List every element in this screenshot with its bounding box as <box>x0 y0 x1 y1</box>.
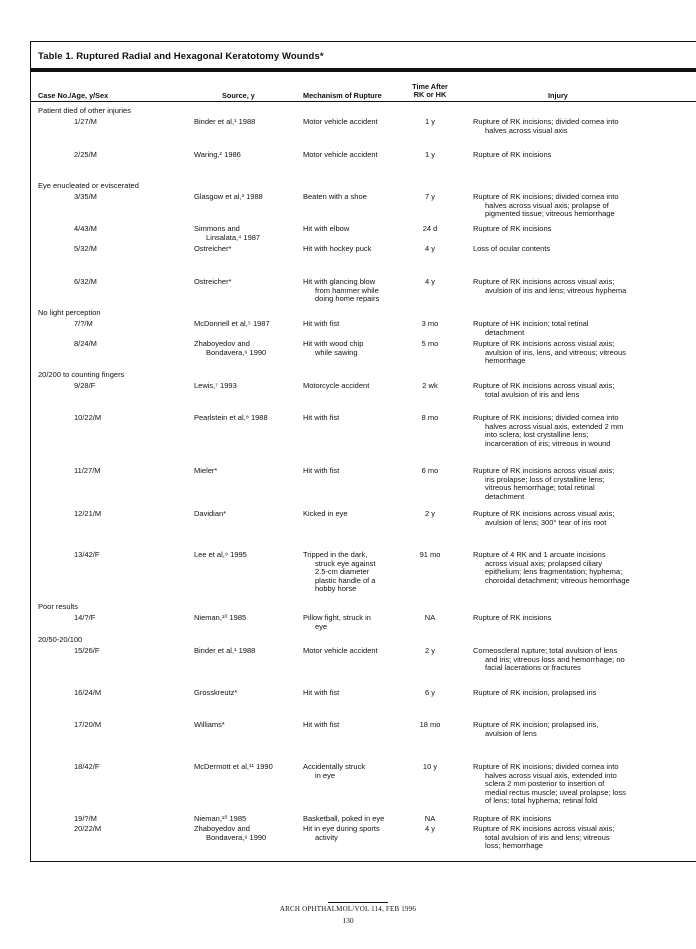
injury-cell <box>473 721 598 738</box>
mechanism-line: activity <box>315 832 338 842</box>
injury-line: Rupture of RK incisions; divided cornea into <box>473 413 619 422</box>
injury-line: avulsion of iris, lens, and vitreous; vitreous <box>485 347 626 357</box>
source-line: Ostreicher* <box>194 244 232 253</box>
mechanism-line: Motor vehicle accident <box>303 150 378 159</box>
injury-line: loss; hemorrhage <box>485 841 543 851</box>
source-cell <box>194 320 270 329</box>
time-cell: 10 y <box>422 762 438 771</box>
case-cell: 9/28/F <box>74 381 96 390</box>
title-rule <box>30 68 696 72</box>
injury-line: Rupture of RK incisions across visual axis; <box>473 509 615 518</box>
case-cell: 11/27/M <box>74 466 101 475</box>
case-cell: 8/24/M <box>74 339 97 348</box>
source-cell <box>194 382 237 391</box>
column-header-injury: Injury <box>548 91 568 100</box>
source-cell <box>194 825 266 842</box>
column-header-time <box>405 83 455 100</box>
injury-cell <box>473 340 626 366</box>
table-bottom-rule <box>30 861 696 862</box>
injury-line: Rupture of RK incisions <box>473 613 552 622</box>
source-cell <box>194 245 232 254</box>
injury-line: into sclera; lost crystalline lens; <box>485 430 589 440</box>
source-cell <box>194 721 225 730</box>
mechanism-line: Accidentally struck <box>303 762 366 771</box>
injury-line: epithelium; lens fragmentation; hyphema; <box>485 567 623 577</box>
injury-cell <box>473 245 550 254</box>
mechanism-cell <box>303 225 349 234</box>
time-cell: 3 mo <box>421 319 439 328</box>
injury-line: Rupture of RK incisions <box>473 150 552 159</box>
mechanism-line: struck eye against <box>315 558 376 568</box>
injury-cell <box>473 510 614 527</box>
source-line: Davidian* <box>194 509 227 518</box>
mechanism-line: Basketball, poked in eye <box>303 814 385 823</box>
group-label-died: Patient died of other injuries <box>38 106 131 115</box>
case-cell: 18/42/F <box>74 762 100 771</box>
injury-line: halves across visual axis <box>485 125 568 135</box>
mechanism-cell <box>303 689 339 698</box>
time-cell: 2 y <box>424 509 435 518</box>
injury-line: Rupture of RK incision, prolapsed iris <box>473 688 597 697</box>
group-label-poor: Poor results <box>38 602 79 611</box>
injury-cell <box>473 614 551 623</box>
case-cell: 20/22/M <box>74 824 102 833</box>
injury-line: medial rectus muscle; uveal prolapse; loss <box>485 787 626 797</box>
mechanism-cell <box>303 647 378 656</box>
injury-line: total avulsion of iris and lens; vitreous <box>485 832 610 842</box>
mechanism-line: Hit in eye during sports <box>303 824 380 833</box>
time-cell: 6 y <box>424 688 435 697</box>
injury-line: Rupture of RK incision; prolapsed iris, <box>473 720 599 729</box>
source-line: Bondavera,⁶ 1990 <box>206 832 267 842</box>
case-cell: 13/42/F <box>74 550 100 559</box>
injury-cell <box>473 689 596 698</box>
time-cell: 7 y <box>424 192 435 201</box>
mechanism-cell <box>303 467 339 476</box>
time-cell: 2 y <box>424 646 435 655</box>
time-cell: 6 mo <box>421 466 439 475</box>
injury-line: of lens; total hyphema; retinal fold <box>485 796 598 806</box>
time-cell: 5 mo <box>421 339 439 348</box>
source-cell <box>194 510 226 519</box>
source-cell <box>194 763 273 772</box>
time-cell: 1 y <box>424 150 435 159</box>
injury-cell <box>473 763 626 806</box>
injury-line: halves across visual axis, extended 2 mm <box>485 421 624 431</box>
injury-line: Rupture of RK incisions; divided cornea into <box>473 192 619 201</box>
time-cell: 91 mo <box>419 550 441 559</box>
group-label-20-50: 20/50-20/100 <box>38 635 83 644</box>
source-line: Zhaboyedov and <box>194 339 250 348</box>
mechanism-line: doing home repairs <box>315 294 380 304</box>
injury-line: Rupture of RK incisions across visual axis; <box>473 381 615 390</box>
source-line: Binder et al,¹ 1988 <box>194 117 256 126</box>
source-cell <box>194 647 255 656</box>
source-line: Lee et al,⁹ 1995 <box>194 550 247 559</box>
source-line: Zhaboyedov and <box>194 824 250 833</box>
injury-cell <box>473 151 551 160</box>
mechanism-line: Hit with fist <box>303 688 340 697</box>
injury-cell <box>473 278 626 295</box>
injury-line: sclera 2 mm posterior to insertion of <box>485 779 605 789</box>
injury-line: iris prolapse; loss of crystalline lens; <box>485 474 605 484</box>
source-line: Pearlstein et al,⁸ 1988 <box>194 413 268 422</box>
source-cell <box>194 278 232 287</box>
mechanism-cell <box>303 278 379 304</box>
mechanism-line: plastic handle of a <box>315 575 376 585</box>
injury-line: choroidal detachment; vitreous hemorrhage <box>485 575 630 585</box>
mechanism-line: Hit with fist <box>303 413 340 422</box>
injury-line: halves across visual axis, extended into <box>485 770 617 780</box>
injury-line: Loss of ocular contents <box>473 244 551 253</box>
case-cell: 15/26/F <box>74 646 100 655</box>
source-line: Binder et al,¹ 1988 <box>194 646 256 655</box>
injury-line: incarceration of iris; vitreous in wound <box>485 438 611 448</box>
injury-line: and iris; vitreous loss and hemorrhage; no <box>485 654 625 664</box>
source-line: Glasgow et al,³ 1988 <box>194 192 263 201</box>
injury-line: Rupture of RK incisions <box>473 814 552 823</box>
group-label-20-200: 20/200 to counting fingers <box>38 370 125 379</box>
injury-line: total avulsion of iris and lens <box>485 389 580 399</box>
injury-line: avulsion of lens <box>485 728 537 738</box>
injury-cell <box>473 118 619 135</box>
mechanism-line: eye <box>315 621 328 631</box>
injury-cell <box>473 815 551 824</box>
source-line: McDonnell et al,⁵ 1987 <box>194 319 270 328</box>
source-cell <box>194 193 263 202</box>
column-header-case: Case No./Age, y/Sex <box>38 91 109 100</box>
mechanism-line: Beaten with a shoe <box>303 192 367 201</box>
time-cell: NA <box>424 613 436 622</box>
source-cell <box>194 551 247 560</box>
source-line: Nieman,¹⁰ 1985 <box>194 814 247 823</box>
mechanism-line: hobby horse <box>315 584 357 594</box>
time-cell: 4 y <box>424 244 435 253</box>
source-cell <box>194 614 246 623</box>
mechanism-line: Motor vehicle accident <box>303 646 378 655</box>
case-cell: 16/24/M <box>74 688 102 697</box>
group-label-enucleated: Eye enucleated or eviscerated <box>38 181 139 190</box>
injury-line: Rupture of RK incisions across visual axis; <box>473 824 615 833</box>
mechanism-line: Motor vehicle accident <box>303 117 378 126</box>
time-cell: 2 wk <box>422 381 438 390</box>
injury-line: detachment <box>485 491 525 501</box>
injury-cell <box>473 647 625 673</box>
injury-line: vitreous hemorrhage; total retinal <box>485 483 595 493</box>
mechanism-line: Hit with fist <box>303 319 340 328</box>
mechanism-cell <box>303 815 384 824</box>
source-line: Grosskreutz* <box>194 688 238 697</box>
source-line: Linsalata,⁴ 1987 <box>206 232 261 242</box>
table-top-rule <box>30 41 696 42</box>
table-title: Table 1. Ruptured Radial and Hexagonal Keratotomy Wounds* <box>38 51 324 62</box>
source-line: Ostreicher* <box>194 277 232 286</box>
source-line: Waring,² 1986 <box>194 150 241 159</box>
source-line: Simmons and <box>194 224 240 233</box>
time-cell: 18 mo <box>419 720 441 729</box>
table-left-rule <box>30 41 31 862</box>
time-cell: 4 y <box>424 824 435 833</box>
injury-cell <box>473 193 619 219</box>
injury-line: Rupture of HK incision; total retinal <box>473 319 589 328</box>
injury-line: Rupture of RK incisions across visual axis; <box>473 277 615 286</box>
injury-line: facial lacerations or fractures <box>485 663 581 673</box>
mechanism-line: in eye <box>315 770 336 780</box>
mechanism-cell <box>303 245 371 254</box>
injury-line: Rupture of 4 RK and 1 arcuate incisions <box>473 550 606 559</box>
mechanism-cell <box>303 151 378 160</box>
mechanism-cell <box>303 340 363 357</box>
mechanism-line: Hit with wood chip <box>303 339 364 348</box>
mechanism-cell <box>303 825 380 842</box>
time-cell: NA <box>424 814 436 823</box>
source-line: Nieman,¹⁰ 1985 <box>194 613 247 622</box>
case-cell: 7/?/M <box>74 319 93 328</box>
mechanism-line: Hit with hockey puck <box>303 244 372 253</box>
injury-line: Rupture of RK incisions <box>473 224 552 233</box>
mechanism-line: Motorcycle accident <box>303 381 370 390</box>
case-cell: 2/25/M <box>74 150 97 159</box>
column-header-time-line2: RK or HK <box>413 90 447 100</box>
injury-line: Rupture of RK incisions across visual axis; <box>473 339 615 348</box>
mechanism-cell <box>303 614 371 631</box>
mechanism-cell <box>303 193 367 202</box>
mechanism-line: while sawing <box>315 347 358 357</box>
injury-cell <box>473 225 551 234</box>
footer-journal-citation: ARCH OPHTHALMOL/VOL 114, FEB 1996 <box>279 905 417 913</box>
mechanism-line: Tripped in the dark, <box>303 550 368 559</box>
injury-cell <box>473 825 614 851</box>
mechanism-line: Pillow fight, struck in <box>303 613 371 622</box>
mechanism-cell <box>303 382 369 391</box>
source-cell <box>194 414 268 423</box>
source-cell <box>194 118 255 127</box>
injury-line: Rupture of RK incisions; divided cornea into <box>473 762 619 771</box>
source-cell <box>194 689 237 698</box>
case-cell: 17/20/M <box>74 720 102 729</box>
mechanism-cell <box>303 763 365 780</box>
mechanism-line: from hammer while <box>315 285 379 295</box>
column-header-time-line1: Time After <box>412 82 448 91</box>
mechanism-cell <box>303 414 339 423</box>
column-header-mechanism: Mechanism of Rupture <box>303 91 382 100</box>
injury-line: halves across visual axis; prolapse of <box>485 200 609 210</box>
source-line: Lewis,⁷ 1993 <box>194 381 237 390</box>
injury-line: Corneoscleral rupture; total avulsion of lens <box>473 646 618 655</box>
injury-line: pigmented tissue; vitreous hemorrhage <box>485 209 615 219</box>
column-header-source: Source, y <box>222 91 255 100</box>
case-cell: 19/?/M <box>74 814 97 823</box>
mechanism-cell <box>303 721 339 730</box>
page-number: 130 <box>342 916 354 925</box>
time-cell: 24 d <box>422 224 438 233</box>
mechanism-line: Hit with fist <box>303 720 340 729</box>
injury-line: detachment <box>485 327 525 337</box>
footer-rule <box>328 902 388 903</box>
case-cell: 5/32/M <box>74 244 97 253</box>
source-cell <box>194 225 260 242</box>
source-cell <box>194 151 241 160</box>
source-cell <box>194 340 266 357</box>
case-cell: 10/22/M <box>74 413 102 422</box>
source-cell <box>194 467 217 476</box>
case-cell: 3/35/M <box>74 192 97 201</box>
case-cell: 6/32/M <box>74 277 97 286</box>
case-cell: 14/?/F <box>74 613 96 622</box>
mechanism-line: 2.5-cm diameter <box>315 567 370 577</box>
mechanism-cell <box>303 320 339 329</box>
header-rule <box>30 101 696 102</box>
mechanism-cell <box>303 551 375 594</box>
source-line: Mieler* <box>194 466 218 475</box>
injury-cell <box>473 414 623 448</box>
injury-line: hemorrhage <box>485 356 526 366</box>
case-cell: 12/21/M <box>74 509 102 518</box>
injury-line: Rupture of RK incisions across visual axis; <box>473 466 615 475</box>
source-line: McDermott et al,¹¹ 1990 <box>194 762 273 771</box>
mechanism-line: Hit with elbow <box>303 224 350 233</box>
injury-cell <box>473 382 614 399</box>
time-cell: 4 y <box>424 277 435 286</box>
injury-line: avulsion of iris and lens; vitreous hyphema <box>485 285 627 295</box>
injury-line: across visual axis; prolapsed ciliary <box>485 558 603 568</box>
source-line: Bondavera,⁶ 1990 <box>206 347 267 357</box>
injury-line: Rupture of RK incisions; divided cornea into <box>473 117 619 126</box>
mechanism-line: Hit with glancing blow <box>303 277 376 286</box>
group-label-no-light: No light perception <box>38 308 101 317</box>
time-cell: 8 mo <box>421 413 439 422</box>
injury-cell <box>473 467 614 501</box>
case-cell: 1/27/M <box>74 117 97 126</box>
mechanism-cell <box>303 118 378 127</box>
mechanism-cell <box>303 510 348 519</box>
injury-line: avulsion of lens; 300° tear of iris root <box>485 517 607 527</box>
mechanism-line: Hit with fist <box>303 466 340 475</box>
injury-cell <box>473 551 630 585</box>
source-line: Williams* <box>194 720 225 729</box>
source-cell <box>194 815 246 824</box>
injury-cell <box>473 320 588 337</box>
case-cell: 4/43/M <box>74 224 97 233</box>
time-cell: 1 y <box>424 117 435 126</box>
mechanism-line: Kicked in eye <box>303 509 348 518</box>
